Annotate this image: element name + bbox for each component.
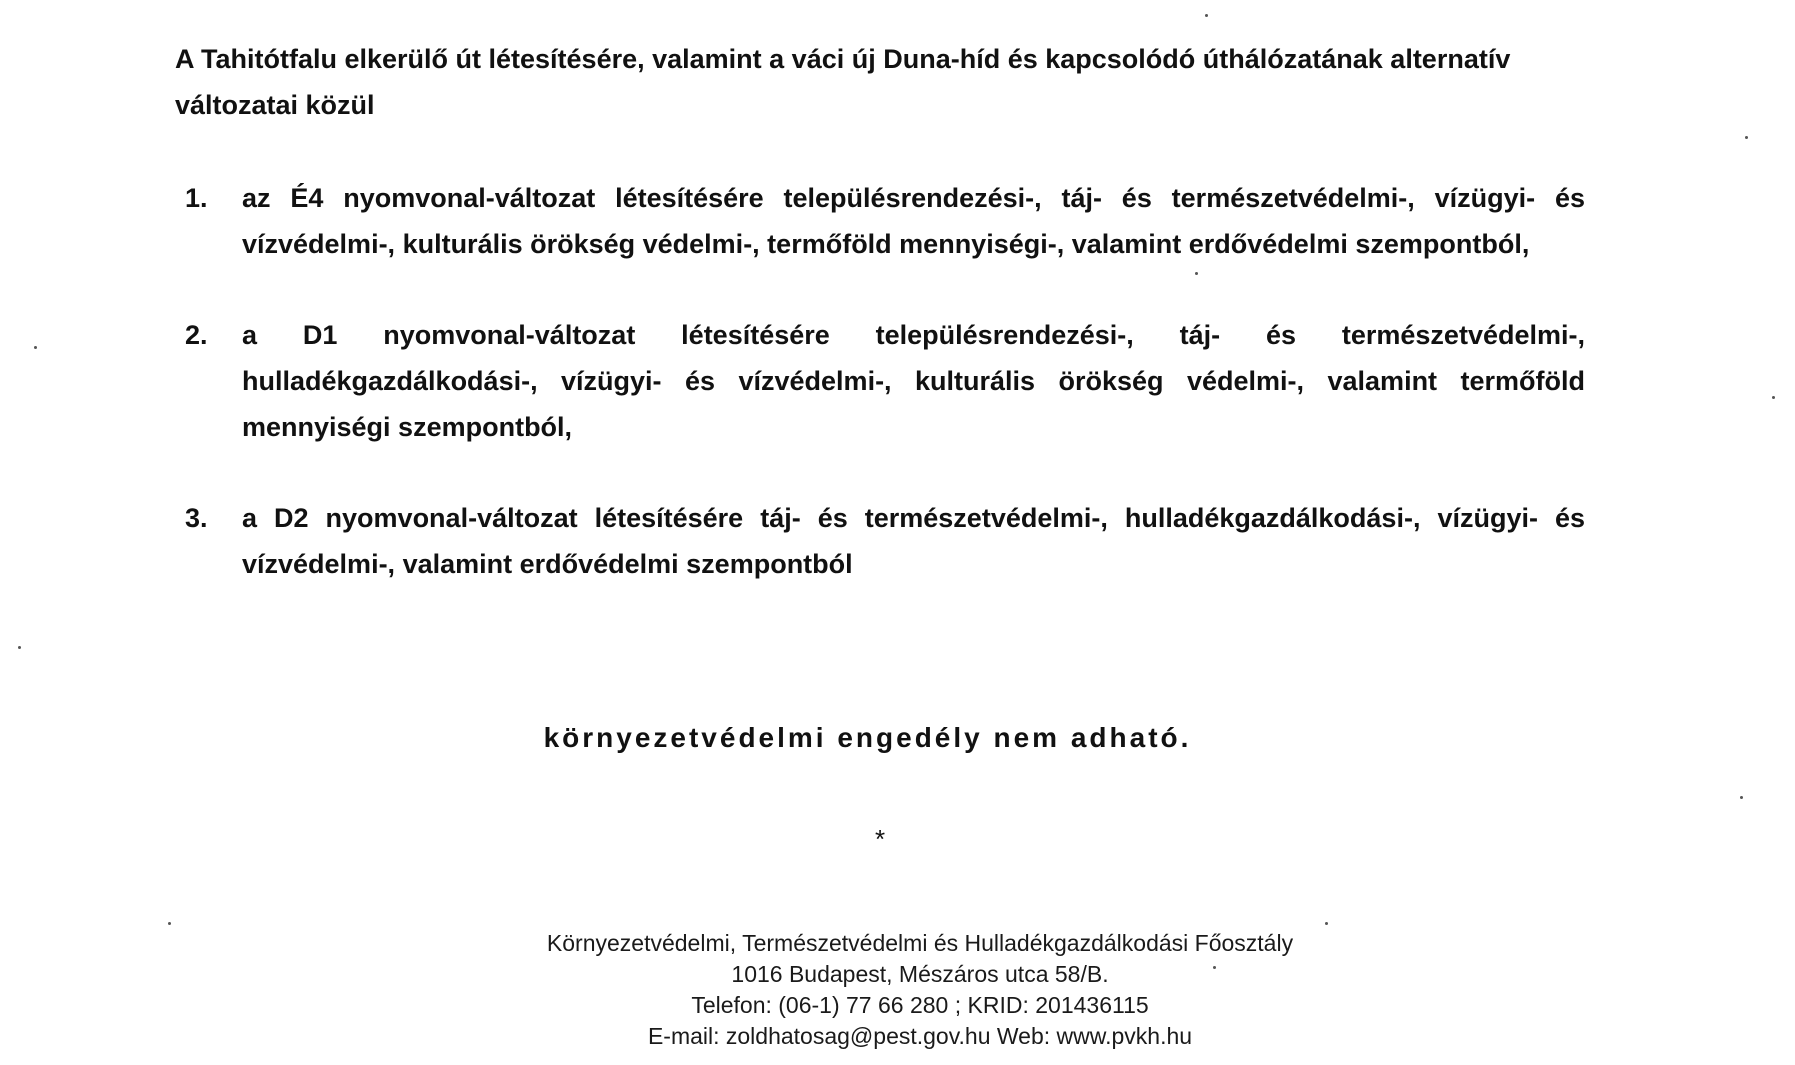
scan-speck bbox=[1325, 922, 1328, 925]
intro-paragraph: A Tahitótfalu elkerülő út létesítésére, valamint a váci új Duna-híd és kapcsolódó úthálózatának alternatív változatai közül bbox=[175, 44, 1511, 120]
asterisk-separator: * bbox=[874, 824, 886, 854]
list-item bbox=[175, 175, 1585, 267]
footer-contact-block bbox=[420, 928, 1420, 1052]
scan-speck bbox=[1740, 796, 1743, 799]
scan-speck bbox=[18, 646, 21, 649]
scan-speck bbox=[34, 346, 37, 349]
footer-phone: Telefon: (06-1) 77 66 280 ; KRID: 201436115 bbox=[691, 992, 1149, 1018]
list-item bbox=[175, 495, 1585, 587]
list-item-text: a D2 nyomvonal-változat létesítésére táj- és természetvédelmi-, hulladékgazdálkodási-, vízügyi- és vízvédelmi-, valamint erdővédelmi szempontból bbox=[242, 503, 1585, 579]
list-item-number: 3. bbox=[185, 503, 208, 533]
list-item bbox=[175, 312, 1585, 450]
footer-address: 1016 Budapest, Mészáros utca 58/B. bbox=[731, 961, 1109, 987]
scan-speck bbox=[168, 922, 171, 925]
scan-speck bbox=[1213, 966, 1216, 969]
footer-department: Környezetvédelmi, Természetvédelmi és Hulladékgazdálkodási Főosztály bbox=[546, 930, 1294, 956]
scan-speck bbox=[1205, 14, 1208, 17]
list-item-number: 1. bbox=[185, 183, 208, 213]
list-item-text: az É4 nyomvonal-változat létesítésére településrendezési-, táj- és természetvédelmi-, vízügyi- és vízvédelmi-, kulturális örökség védelmi-, termőföld mennyiségi-, valamint erdővédelmi szempontból, bbox=[242, 183, 1585, 259]
list-item-number: 2. bbox=[185, 320, 208, 350]
decision-statement: környezetvédelmi engedély nem adható. bbox=[543, 722, 1192, 753]
scan-speck bbox=[1195, 272, 1198, 275]
list-item-text: a D1 nyomvonal-változat létesítésére településrendezési-, táj- és természetvédelmi-, hulladékgazdálkodási-, vízügyi- és vízvédelmi-, kulturális örökség védelmi-, valamint termőföld mennyiségi szempontból, bbox=[242, 320, 1585, 442]
scan-speck bbox=[1745, 136, 1748, 139]
scan-speck bbox=[1772, 396, 1775, 399]
decision-list bbox=[175, 175, 1585, 632]
footer-email-web: E-mail: zoldhatosag@pest.gov.hu Web: www.pvkh.hu bbox=[647, 1023, 1193, 1049]
